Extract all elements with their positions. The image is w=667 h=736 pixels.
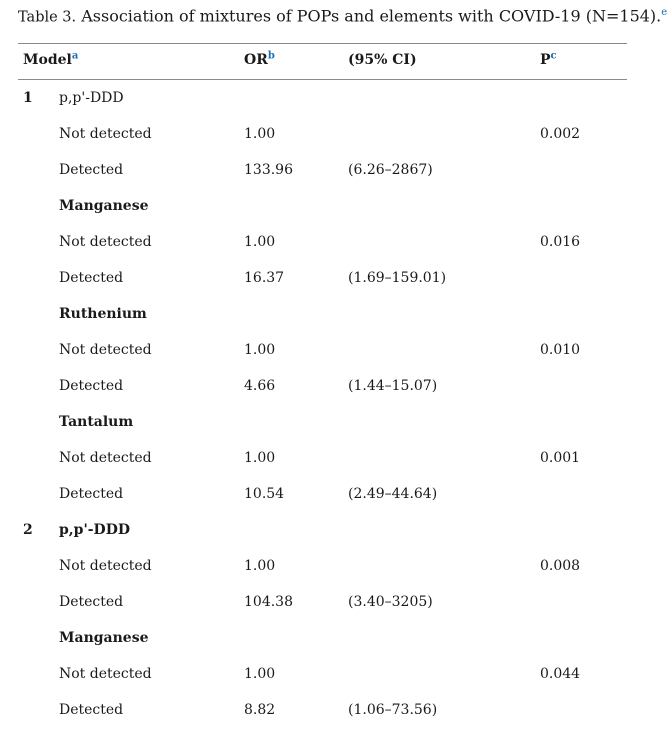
table-row bbox=[18, 376, 627, 412]
table-row bbox=[18, 160, 627, 196]
or-cell: 1.00 bbox=[244, 666, 276, 682]
header-p: $P^c$ bbox=[540, 50, 557, 68]
variable-cell: Not detected bbox=[59, 342, 152, 358]
table-row bbox=[18, 232, 627, 268]
or-cell: 104.38 bbox=[244, 594, 293, 610]
variable-cell: Detected bbox=[59, 162, 124, 178]
ci-cell: (6.26–2867) bbox=[348, 162, 433, 178]
ci-cell: (1.69–159.01) bbox=[348, 270, 447, 286]
header-model: Model$^a$ bbox=[23, 50, 79, 68]
table-row bbox=[18, 124, 627, 160]
variable-cell: Ruthenium bbox=[59, 306, 147, 322]
variable-cell: Not detected bbox=[59, 558, 152, 574]
variable-cell: Manganese bbox=[59, 198, 149, 214]
table-label: Table 3. bbox=[18, 9, 77, 26]
table-row bbox=[18, 556, 627, 592]
model-cell: 1 bbox=[23, 90, 33, 106]
model-footnote-link[interactable]: a bbox=[71, 50, 79, 62]
variable-cell: Detected bbox=[59, 486, 124, 502]
variable-cell: Manganese bbox=[59, 630, 149, 646]
or-cell: 16.37 bbox=[244, 270, 285, 286]
or-cell: 1.00 bbox=[244, 558, 276, 574]
p-cell: 0.002 bbox=[540, 126, 581, 142]
header-ci: (95% CI) bbox=[348, 52, 417, 68]
variable-cell: Not detected bbox=[59, 126, 152, 142]
variable-cell: Tantalum bbox=[59, 414, 134, 430]
ci-cell: (1.44–15.07) bbox=[348, 378, 438, 394]
table-row bbox=[18, 448, 627, 484]
table-row bbox=[18, 484, 627, 520]
variable-cell: Detected bbox=[59, 378, 124, 394]
caption-footnote-link[interactable]: e bbox=[661, 7, 667, 18]
table-row bbox=[18, 592, 627, 628]
table-row bbox=[18, 196, 627, 232]
table-row bbox=[18, 268, 627, 304]
variable-cell: p,p'-DDD bbox=[59, 90, 124, 106]
table-caption bbox=[18, 2, 667, 28]
or-cell: 10.54 bbox=[244, 486, 285, 502]
table-row bbox=[18, 304, 627, 340]
table-row bbox=[18, 700, 627, 736]
variable-cell: Not detected bbox=[59, 450, 152, 466]
variable-cell: p,p'-DDD bbox=[59, 522, 130, 538]
header-or: $OR^b$ bbox=[244, 50, 275, 68]
p-cell: 0.016 bbox=[540, 234, 581, 250]
variable-cell: Not detected bbox=[59, 234, 152, 250]
table-row bbox=[18, 88, 627, 124]
p-footnote-link[interactable]: c bbox=[550, 50, 557, 62]
or-cell: 8.82 bbox=[244, 702, 276, 718]
or-cell: 4.66 bbox=[244, 378, 276, 394]
or-cell: 1.00 bbox=[244, 126, 276, 142]
p-cell: 0.001 bbox=[540, 450, 581, 466]
or-cell: 1.00 bbox=[244, 234, 276, 250]
model-cell: 2 bbox=[23, 522, 33, 538]
variable-cell: Not detected bbox=[59, 666, 152, 682]
variable-cell: Detected bbox=[59, 270, 124, 286]
variable-cell: Detected bbox=[59, 702, 124, 718]
table-row bbox=[18, 628, 627, 664]
table-row bbox=[18, 412, 627, 448]
or-cell: 1.00 bbox=[244, 342, 276, 358]
caption-text: Association of mixtures of POPs and elements with COVID-19 (N=154). bbox=[76, 6, 662, 26]
ci-cell: (1.06–73.56) bbox=[348, 702, 438, 718]
table-row bbox=[18, 520, 627, 556]
ci-cell: (2.49–44.64) bbox=[348, 486, 438, 502]
or-cell: 1.00 bbox=[244, 450, 276, 466]
top-rule bbox=[18, 43, 627, 44]
p-cell: 0.008 bbox=[540, 558, 581, 574]
variable-cell: Detected bbox=[59, 594, 124, 610]
or-cell: 133.96 bbox=[244, 162, 293, 178]
p-cell: 0.044 bbox=[540, 666, 581, 682]
or-footnote-link[interactable]: b bbox=[267, 50, 275, 62]
p-cell: 0.010 bbox=[540, 342, 581, 358]
header-rule bbox=[18, 79, 627, 80]
ci-cell: (3.40–3205) bbox=[348, 594, 433, 610]
table-row bbox=[18, 340, 627, 376]
table-row bbox=[18, 664, 627, 700]
